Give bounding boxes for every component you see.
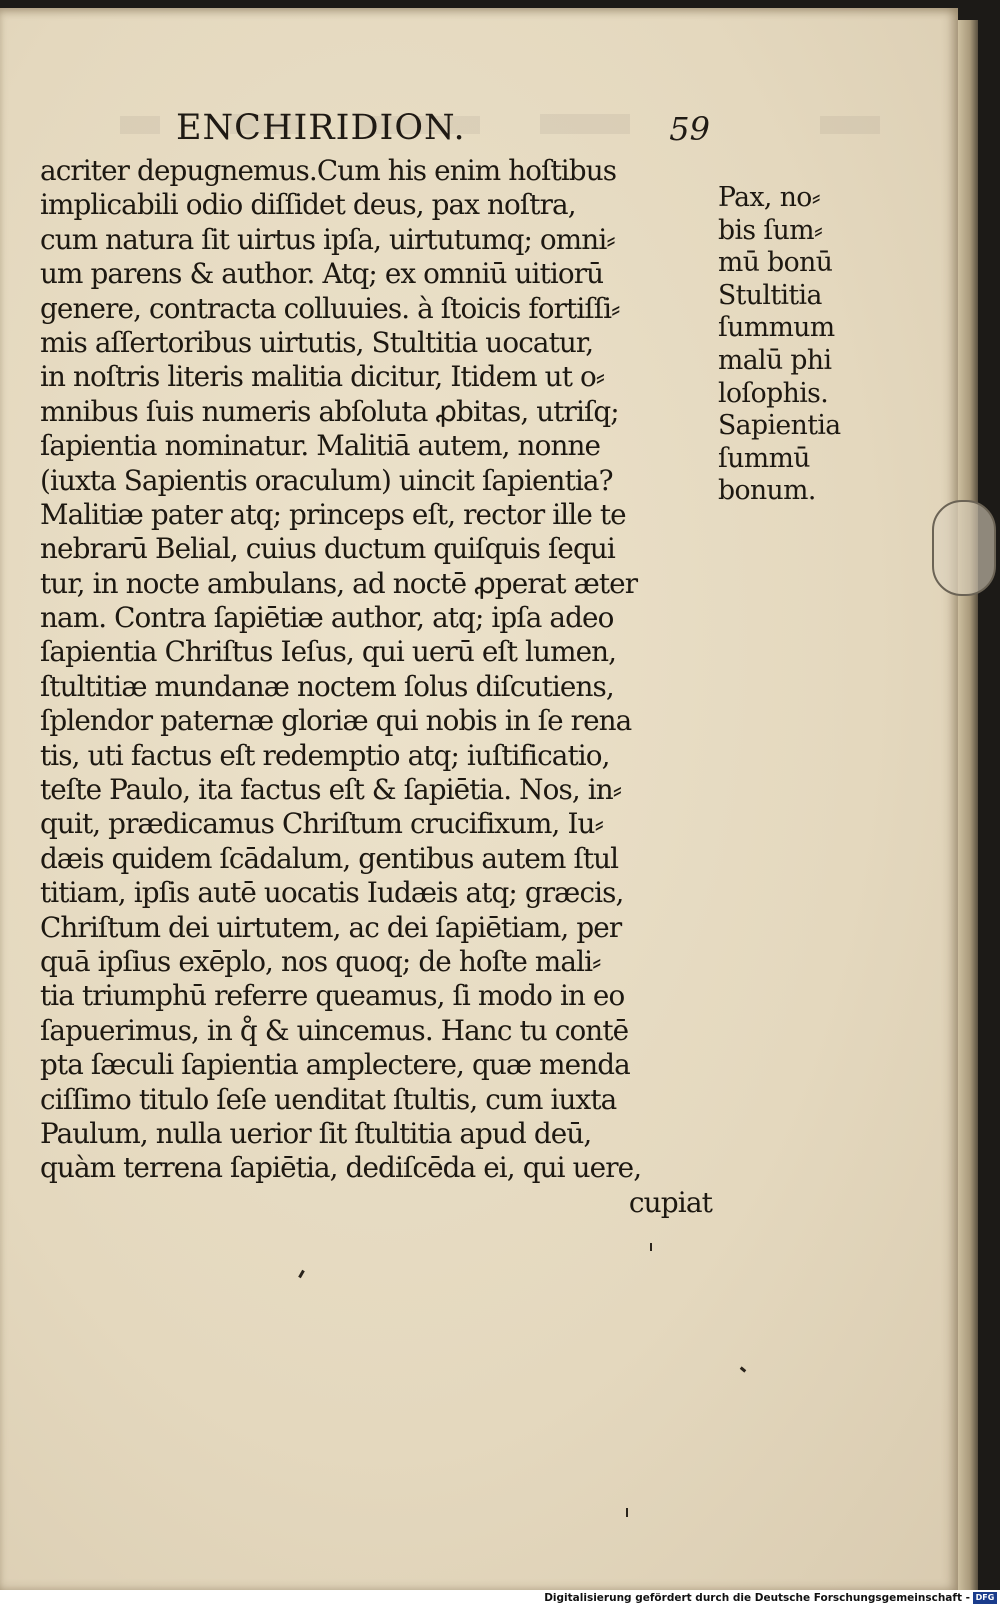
marginal-note-line: Sapientia — [718, 410, 841, 442]
text-line: cum natura ſit uirtus ipſa, uirtutumq; omni⸗ — [40, 222, 615, 256]
text-line: Malitiæ pater atq; princeps eſt, rector ille te — [40, 497, 626, 531]
marginal-note-line: bonum. — [718, 475, 816, 507]
text-line: ciſſimo titulo ſeſe uenditat ſtultis, cum iuxta — [40, 1082, 617, 1116]
text-line: mis aſſertoribus uirtutis, Stultitia uocatur, — [40, 325, 594, 359]
marginal-note-line: Pax, no⸗ — [718, 182, 821, 213]
text-line: quit, prædicamus Chriſtum crucifixum, Iu⸗ — [40, 807, 603, 841]
text-line: dæis quidem ſcādalum, gentibus autem ſtul — [40, 841, 619, 875]
text-line: ſtultitiæ mundanæ noctem ſolus diſcutiens, — [40, 669, 614, 703]
marginal-note-line: ſummū — [718, 442, 810, 474]
page-number: 59 — [669, 110, 710, 148]
text-line: mnibus ſuis numeris abſoluta ꝓbitas, utriſq; — [40, 394, 619, 428]
text-line: implicabili odio diſſidet deus, pax noſtra, — [40, 188, 576, 222]
text-line: ſapuerimus, in q̊ & uincemus. Hanc tu contē — [40, 1013, 629, 1047]
marginal-note-line: Stultitia — [718, 279, 822, 311]
footer-bar — [0, 1590, 1000, 1606]
text-line: ſapientia Chriſtus Ieſus, qui uerū eſt lumen, — [40, 635, 617, 669]
text-line: nam. Contra ſapiētiæ author, atq; ipſa adeo — [40, 601, 614, 635]
text-line: acriter depugnemus.Cum his enim hoſtibus — [40, 154, 617, 187]
ink-speck — [650, 1243, 652, 1251]
text-line: ſplendor paternæ gloriæ qui nobis in ſe rena — [40, 704, 632, 738]
marginal-note-line: bis ſum⸗ — [718, 214, 823, 246]
text-line: quàm terrena ſapiētia, dediſcēda ei, qui uere, — [40, 1151, 642, 1185]
text-line: tur, in nocte ambulans, ad noctē ꝓperat æter — [40, 566, 638, 600]
page-header — [176, 108, 716, 154]
book-page — [0, 8, 958, 1590]
page-edge — [958, 20, 978, 1590]
running-title: ENCHIRIDION. — [176, 108, 466, 148]
text-line: teſte Paulo, ita factus eſt & ſapiētia. Nos, in⸗ — [40, 773, 622, 807]
catchword: cupiat — [628, 1185, 712, 1219]
main-text-block — [40, 154, 712, 1220]
dfg-logo: DFG — [973, 1592, 997, 1604]
ink-speck — [626, 1508, 628, 1517]
text-line: (iuxta Sapientis oraculum) uincit ſapientia? — [40, 463, 613, 497]
text-line: ſapientia nominatur. Malitiā autem, nonne — [40, 429, 601, 463]
text-line: tia triumphū referre queamus, ſi modo in eo — [40, 979, 625, 1013]
text-line: genere, contracta colluuies. à ſtoicis fortiſſi⸗ — [40, 291, 620, 325]
text-line: nebrarū Belial, cuius ductum quiſquis ſequi — [40, 532, 615, 566]
text-line: um parens & author. Atq; ex omniū uitiorū — [40, 257, 604, 291]
marginal-note-line: mū bonū — [718, 247, 833, 279]
digitization-credit: Digitalisierung gefördert durch die Deutsche Forschungsgemeinschaft - — [544, 1592, 970, 1604]
text-line: pta ſæculi ſapientia amplectere, quæ menda — [40, 1048, 630, 1082]
book-clasp — [932, 500, 996, 596]
ink-speck — [298, 1270, 305, 1278]
text-line: in noſtris literis malitia dicitur, Itidem ut o⸗ — [40, 360, 605, 394]
text-line: tis, uti factus eſt redemptio atq; iuſtificatio, — [40, 738, 610, 772]
marginal-note-line: ſummum — [718, 312, 835, 344]
marginal-note-line: loſophis. — [718, 377, 829, 409]
marginal-note-line: malū phi — [718, 344, 832, 376]
ink-speck — [740, 1366, 747, 1372]
text-line: titiam, ipſis autē uocatis Iudæis atq; græcis, — [40, 876, 624, 910]
text-line: Chriſtum dei uirtutem, ac dei ſapiētiam, per — [40, 910, 622, 944]
marginal-notes — [718, 182, 878, 508]
text-line: Paulum, nulla uerior ſit ſtultitia apud deū, — [40, 1116, 592, 1150]
text-line: quā ipſius exēplo, nos quoq; de hoſte mali⸗ — [40, 944, 601, 978]
